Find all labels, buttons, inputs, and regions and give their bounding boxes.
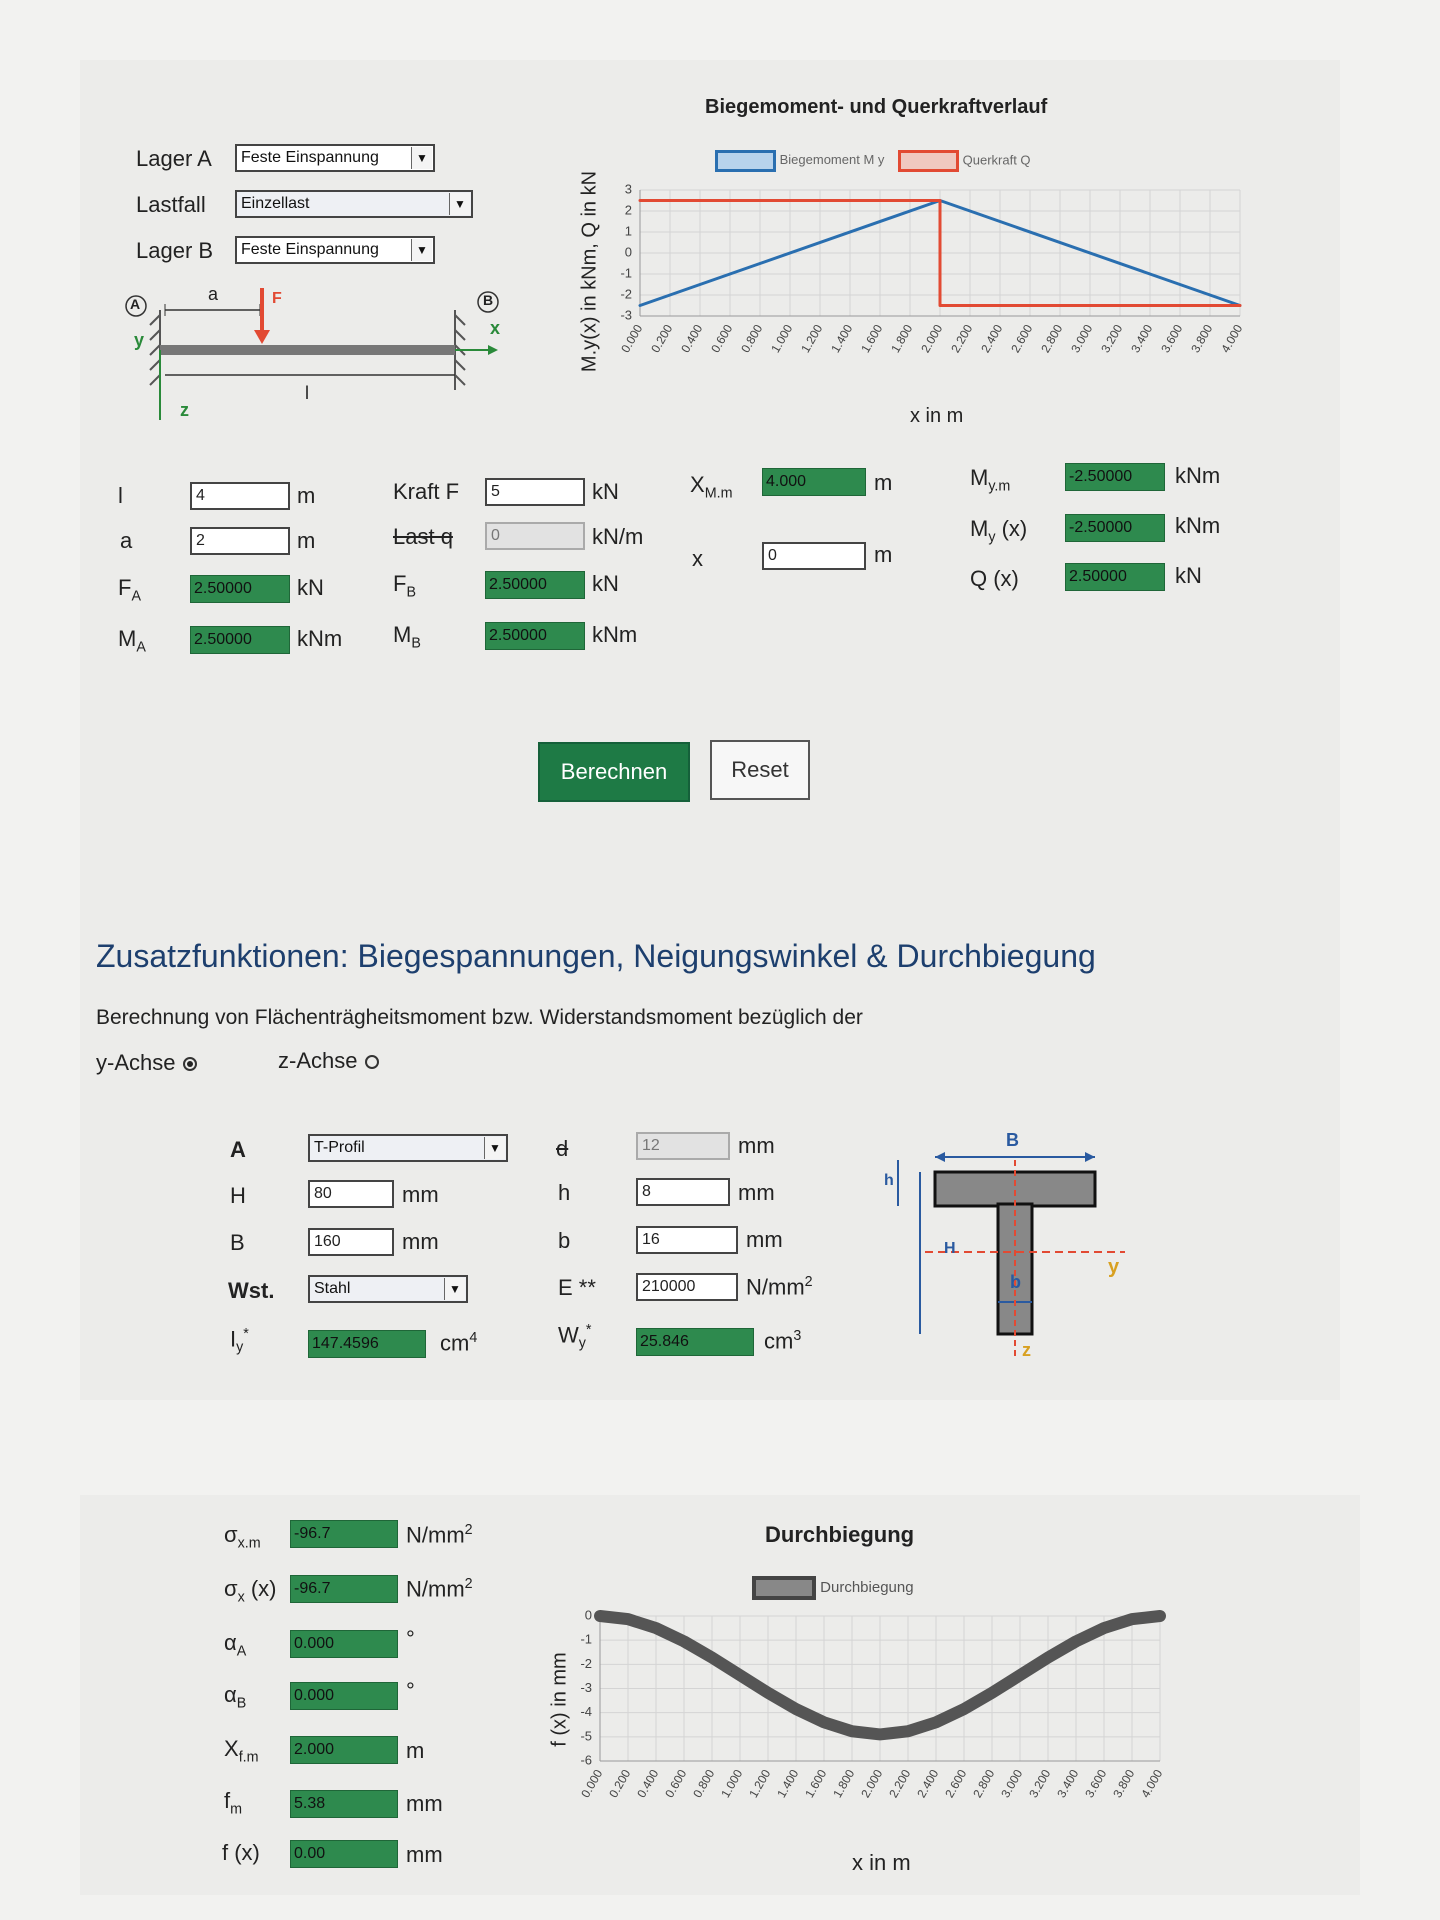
reset-button[interactable]: Reset xyxy=(710,740,810,800)
a-label: a xyxy=(120,528,133,553)
x-tick-label: 2.200 xyxy=(886,1767,914,1801)
profile-b-label: b xyxy=(1010,1272,1021,1292)
calculate-button[interactable]: Berechnen xyxy=(538,742,690,802)
dimension-a: a xyxy=(208,284,219,304)
ma-label: $M_A$ xyxy=(118,626,146,656)
lastfall-select[interactable] xyxy=(235,190,473,218)
x-tick-label: 1.400 xyxy=(828,322,856,356)
axis-z-label: z xyxy=(180,400,189,420)
marker-a: A xyxy=(130,296,141,312)
lager-a-select[interactable] xyxy=(235,144,435,172)
alpha-b-unit: ° xyxy=(406,1678,415,1703)
fa-unit: kN xyxy=(297,575,324,600)
lager-b-select[interactable] xyxy=(235,236,435,264)
e-input[interactable]: 210000 xyxy=(636,1273,738,1301)
x-tick-label: 4.000 xyxy=(1138,1767,1166,1801)
y-tick-label: 1 xyxy=(624,223,632,239)
iy-unit: $cm^4$ xyxy=(440,1330,478,1356)
x-tick-label: 1.000 xyxy=(718,1767,746,1801)
mb-output: 2.50000 xyxy=(485,622,585,650)
lager-a-value: Feste Einspannung xyxy=(241,149,379,166)
b-input[interactable]: 16 xyxy=(636,1226,738,1254)
alpha-a-unit: ° xyxy=(406,1626,415,1651)
profile-B-label: B xyxy=(1006,1130,1019,1150)
qx-unit: kN xyxy=(1175,563,1202,588)
legend-swatch-shear xyxy=(898,150,959,172)
mb-unit: kNm xyxy=(592,622,638,647)
alpha-b-output: 0.000 xyxy=(290,1682,398,1710)
profile-H-label: H xyxy=(944,1240,956,1257)
y-tick-label: -4 xyxy=(580,1704,592,1720)
lastfall-value: Einzellast xyxy=(241,195,310,212)
ma-output: 2.50000 xyxy=(190,626,290,654)
b-cap-unit: mm xyxy=(402,1229,439,1254)
xmm-unit: m xyxy=(874,470,893,495)
x-tick-label: 1.800 xyxy=(830,1767,858,1801)
x-tick-label: 0.200 xyxy=(648,322,676,356)
chart1-title: Biegemoment- und Querkraftverlauf xyxy=(705,96,1048,118)
axis-x-label: x xyxy=(490,318,501,338)
xfm-output: 2.000 xyxy=(290,1736,398,1764)
l-unit: m xyxy=(297,483,316,508)
dimension-l: l xyxy=(305,383,309,403)
x-tick-label: 0.800 xyxy=(690,1767,718,1801)
fb-unit: kN xyxy=(592,571,619,596)
chevron-down-icon: ▼ xyxy=(449,193,470,215)
fa-label: $F_A$ xyxy=(118,575,141,605)
radio-y-axis[interactable]: y-Achse xyxy=(96,1050,197,1076)
xmm-label: $X_{M.m}$ xyxy=(690,472,733,502)
radio-z-indicator[interactable] xyxy=(365,1055,379,1069)
extra-heading: Zusatzfunktionen: Biegespannungen, Neigungswinkel & Durchbiegung xyxy=(96,938,1096,974)
chart2-title: Durchbiegung xyxy=(765,1522,915,1547)
b-unit: mm xyxy=(746,1227,783,1252)
x-tick-label: 1.800 xyxy=(888,322,916,356)
fb-label: $F_B$ xyxy=(393,571,416,601)
x-tick-label: 1.200 xyxy=(746,1767,774,1801)
profile-a-label: A xyxy=(230,1137,246,1162)
h-input[interactable]: 8 xyxy=(636,1178,730,1206)
x-unit: m xyxy=(874,542,893,567)
sxx-unit: $N/mm^2$ xyxy=(406,1576,473,1602)
chart1-legend xyxy=(715,150,1031,172)
chart1-plot xyxy=(600,170,1260,410)
force-label: F xyxy=(272,290,282,307)
x-tick-label: 3.000 xyxy=(998,1767,1026,1801)
axis-y-label: y xyxy=(134,330,145,350)
x-tick-label: 2.000 xyxy=(858,1767,886,1801)
xfm-unit: m xyxy=(406,1738,425,1763)
legend-swatch-deflection xyxy=(752,1576,816,1600)
x-tick-label: 1.400 xyxy=(774,1767,802,1801)
d-label: d xyxy=(556,1136,569,1161)
last-input[interactable]: 0 xyxy=(485,522,585,550)
x-tick-label: 1.600 xyxy=(802,1767,830,1801)
wy-label: $W_y^*$ xyxy=(558,1322,592,1352)
y-tick-label: -2 xyxy=(580,1655,592,1671)
x-tick-label: 0.200 xyxy=(606,1767,634,1801)
xfm-label: $X_{f.m}$ xyxy=(224,1736,259,1766)
wy-unit: $cm^3$ xyxy=(764,1328,802,1354)
sxm-output: -96.7 xyxy=(290,1520,398,1548)
x-tick-label: 3.000 xyxy=(1068,322,1096,356)
fx-label: f (x) xyxy=(222,1840,260,1865)
chart2-legend xyxy=(752,1576,914,1600)
wst-label: Wst. xyxy=(228,1278,275,1303)
x-tick-label: 1.600 xyxy=(858,322,886,356)
myx-output: -2.50000 xyxy=(1065,514,1165,542)
qx-output: 2.50000 xyxy=(1065,563,1165,591)
marker-b: B xyxy=(483,292,494,308)
b-label: b xyxy=(558,1228,571,1253)
myx-unit: kNm xyxy=(1175,513,1221,538)
chart1-ylabel: M.y(x) in kNm, Q in kN xyxy=(578,170,601,373)
x-tick-label: 2.800 xyxy=(1038,322,1066,356)
x-tick-label: 3.800 xyxy=(1110,1767,1138,1801)
fx-unit: mm xyxy=(406,1842,443,1867)
lager-a-label: Lager A xyxy=(136,146,212,171)
y-tick-label: -1 xyxy=(620,265,632,281)
fm-label: $f_m$ xyxy=(224,1788,243,1818)
x-tick-label: 2.400 xyxy=(914,1767,942,1801)
fa-output: 2.50000 xyxy=(190,575,290,603)
mym-output: -2.50000 xyxy=(1065,463,1165,491)
y-tick-label: 3 xyxy=(624,181,632,197)
sxm-label: $\sigma_{x.m}$ xyxy=(224,1522,261,1552)
t-profile-sketch xyxy=(890,1130,1150,1370)
x-input[interactable]: 0 xyxy=(762,542,866,570)
h-label: h xyxy=(558,1180,571,1205)
fm-unit: mm xyxy=(406,1791,443,1816)
chevron-down-icon: ▼ xyxy=(411,147,432,169)
y-tick-label: 2 xyxy=(624,202,632,218)
chevron-down-icon: ▼ xyxy=(444,1278,465,1300)
lastfall-label: Lastfall xyxy=(136,192,206,217)
legend-swatch-moment xyxy=(715,150,776,172)
alpha-b-label: $\alpha_B$ xyxy=(224,1682,247,1712)
lager-b-value: Feste Einspannung xyxy=(241,241,379,258)
mym-unit: kNm xyxy=(1175,463,1221,488)
fb-output: 2.50000 xyxy=(485,571,585,599)
x-tick-label: 0.000 xyxy=(618,322,646,356)
x-tick-label: 3.600 xyxy=(1082,1767,1110,1801)
iy-output: 147.4596 xyxy=(308,1330,426,1358)
y-tick-label: 0 xyxy=(584,1607,592,1623)
radio-y-indicator[interactable] xyxy=(183,1057,197,1071)
x-tick-label: 2.600 xyxy=(1008,322,1036,356)
y-tick-label: -6 xyxy=(580,1752,592,1768)
legend-deflection-label: Durchbiegung xyxy=(820,1578,914,1596)
y-tick-label: -3 xyxy=(620,307,632,323)
last-label: Last q xyxy=(393,524,453,549)
legend-shear-label: Querkraft Q xyxy=(962,152,1031,168)
a-input[interactable]: 2 xyxy=(190,527,290,555)
e-label: E ** xyxy=(558,1275,596,1300)
x-tick-label: 0.400 xyxy=(678,322,706,356)
myx-label: $M_y$ (x) xyxy=(970,516,1028,546)
sxm-unit: $N/mm^2$ xyxy=(406,1522,473,1548)
h-cap-label: H xyxy=(230,1183,246,1208)
chart2-plot xyxy=(560,1600,1200,1840)
wst-value: Stahl xyxy=(314,1280,351,1297)
x-tick-label: 3.200 xyxy=(1098,322,1126,356)
sxx-label: $\sigma_x$ (x) xyxy=(224,1576,277,1606)
x-tick-label: 3.800 xyxy=(1188,322,1216,356)
profile-h-label: h xyxy=(884,1172,894,1189)
radio-z-axis[interactable]: z-Achse xyxy=(278,1048,379,1074)
last-unit: kN/m xyxy=(592,524,644,549)
xmm-output: 4.000 xyxy=(762,468,866,496)
profile-select[interactable] xyxy=(308,1134,508,1162)
mb-label: $M_B$ xyxy=(393,622,421,652)
x-tick-label: 2.800 xyxy=(970,1767,998,1801)
wy-output: 25.846 xyxy=(636,1328,754,1356)
alpha-a-output: 0.000 xyxy=(290,1630,398,1658)
x-tick-label: 0.400 xyxy=(634,1767,662,1801)
kraft-unit: kN xyxy=(592,479,619,504)
fx-output: 0.00 xyxy=(290,1840,398,1868)
x-tick-label: 3.400 xyxy=(1128,322,1156,356)
x-tick-label: 2.600 xyxy=(942,1767,970,1801)
alpha-a-label: $\alpha_A$ xyxy=(224,1630,247,1660)
y-tick-label: 0 xyxy=(624,244,632,260)
fm-output: 5.38 xyxy=(290,1790,398,1818)
chart2-ylabel: f (x) in mm xyxy=(548,1652,571,1747)
y-tick-label: -1 xyxy=(580,1631,592,1647)
chevron-down-icon: ▼ xyxy=(484,1137,505,1159)
x-tick-label: 3.600 xyxy=(1158,322,1186,356)
l-label: l xyxy=(118,483,123,508)
profile-y-label: y xyxy=(1108,1256,1120,1278)
h-cap-unit: mm xyxy=(402,1182,439,1207)
b-cap-label: B xyxy=(230,1230,245,1255)
x-tick-label: 0.000 xyxy=(578,1767,606,1801)
h-cap-input[interactable]: 80 xyxy=(308,1180,394,1208)
x-label: x xyxy=(692,546,703,571)
a-unit: m xyxy=(297,528,316,553)
x-tick-label: 0.800 xyxy=(738,322,766,356)
h-unit: mm xyxy=(738,1180,775,1205)
l-input[interactable]: 4 xyxy=(190,482,290,510)
chart2-xlabel: x in m xyxy=(852,1850,911,1875)
extra-description: Berechnung von Flächenträgheitsmoment bzw. Widerstandsmoment bezüglich der xyxy=(96,1006,863,1029)
chevron-down-icon: ▼ xyxy=(411,239,432,261)
ma-unit: kNm xyxy=(297,626,343,651)
iy-label: $I_y^*$ xyxy=(230,1326,249,1356)
qx-label: Q (x) xyxy=(970,566,1019,591)
x-tick-label: 1.200 xyxy=(798,322,826,356)
y-tick-label: -5 xyxy=(580,1728,592,1744)
mym-label: $M_{y.m}$ xyxy=(970,465,1011,495)
x-tick-label: 2.400 xyxy=(978,322,1006,356)
kraft-input[interactable]: 5 xyxy=(485,478,585,506)
d-unit: mm xyxy=(738,1133,775,1158)
b-cap-input[interactable]: 160 xyxy=(308,1228,394,1256)
profile-z-label: z xyxy=(1022,1340,1031,1360)
legend-moment-label: Biegemoment M y xyxy=(779,152,885,168)
x-tick-label: 3.400 xyxy=(1054,1767,1082,1801)
y-tick-label: -3 xyxy=(580,1679,592,1695)
x-tick-label: 0.600 xyxy=(662,1767,690,1801)
chart1-xlabel: x in m xyxy=(910,405,964,427)
kraft-label: Kraft F xyxy=(393,479,460,504)
sxx-output: -96.7 xyxy=(290,1575,398,1603)
x-tick-label: 3.200 xyxy=(1026,1767,1054,1801)
x-tick-label: 4.000 xyxy=(1218,322,1246,356)
e-unit: $N/mm^2$ xyxy=(746,1274,813,1300)
x-tick-label: 2.200 xyxy=(948,322,976,356)
x-tick-label: 2.000 xyxy=(918,322,946,356)
d-input[interactable]: 12 xyxy=(636,1132,730,1160)
x-tick-label: 0.600 xyxy=(708,322,736,356)
lager-b-label: Lager B xyxy=(136,238,214,263)
y-tick-label: -2 xyxy=(620,286,632,302)
x-tick-label: 1.000 xyxy=(768,322,796,356)
wst-select[interactable] xyxy=(308,1275,468,1303)
profile-value: T-Profil xyxy=(314,1139,365,1156)
